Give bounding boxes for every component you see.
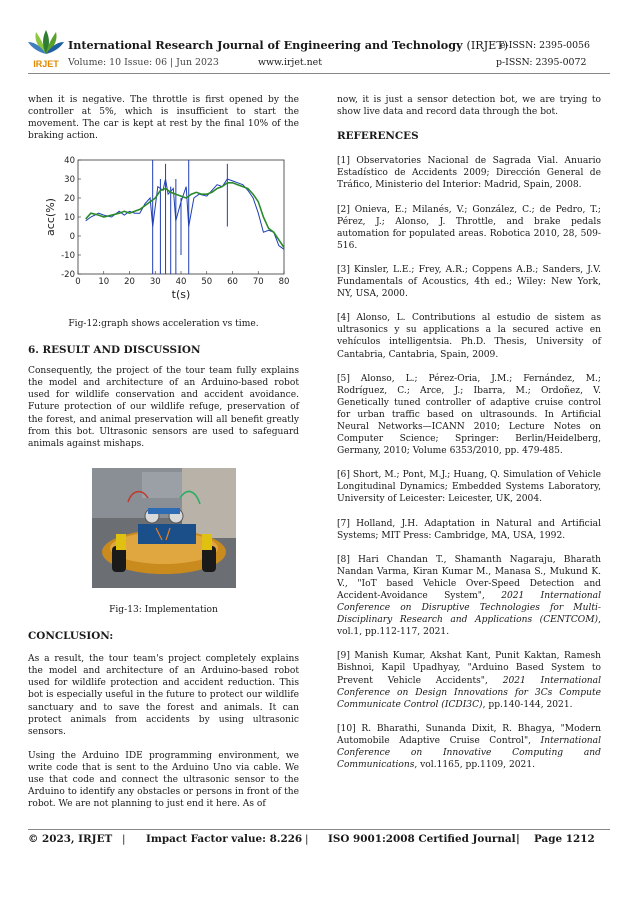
page-header <box>0 0 638 76</box>
reference-item <box>337 554 601 639</box>
continuation-paragraph: now, it is just a sensor detection bot, we are trying to show live data and record data through the bot. <box>337 95 601 118</box>
acceleration-chart <box>44 154 290 306</box>
conclusion-paragraph-2: Using the Arduino IDE programming environment, we write code that is sent to the Arduino Uno via cable. We use that code and connect the ultrasonic sensor to the Arduino to identify any obstacles or persons in front of the robot. We are not planning to just end it here. As of <box>28 750 299 810</box>
reference-item <box>337 264 601 300</box>
fig12-caption: Fig-12:graph shows acceleration vs time. <box>68 319 259 329</box>
references-title: REFERENCES <box>337 130 419 143</box>
header-divider <box>28 73 610 74</box>
reference-tail: , vol.1165, pp.1109, 2021. <box>414 760 535 771</box>
logo-text: IRJET <box>33 59 59 69</box>
footer-iso: ISO 9001:2008 Certified Journal <box>328 833 516 845</box>
reference-text: [10] R. Bharathi, Sunanda Dixit, R. Bhagya, "Modern Automobile Adaptive Cruise Control", <box>337 723 601 746</box>
reference-item <box>337 312 601 360</box>
reference-text: [4] Alonso, L. Contributions al estudio de sistem as ultrasonics y su applications a la secured active en vehículos intelligentsia. Ph.D. Thesis, University of Cantabria, Cantabria, Spain, 2009. <box>337 313 601 360</box>
footer-impact-factor: Impact Factor value: 8.226 <box>146 833 303 845</box>
y-tick-label: 40 <box>64 156 75 166</box>
reference-item <box>337 723 601 771</box>
reference-text: [7] Holland, J.H. Adaptation in Natural and Artificial Systems; MIT Press: Cambridge, MA, USA, 1992. <box>337 518 601 541</box>
reference-item <box>337 373 601 458</box>
x-tick-label: 30 <box>149 277 161 287</box>
y-tick-label: 0 <box>69 232 75 242</box>
y-axis-label: acc(%) <box>44 198 57 236</box>
reference-venue: 2021 International Conference on Design Innovations for 3Cs Compute Communicate Control (ICDI3C) <box>337 675 601 710</box>
reference-text: [3] Kinsler, L.E.; Frey, A.R.; Coppens A.B.; Sanders, J.V. Fundamentals of Acoustics, 4th ed.; Wiley: New York, NY, USA, 2000. <box>337 264 601 300</box>
volume-line: Volume: 10 Issue: 06 | Jun 2023 <box>68 57 219 68</box>
reference-item <box>337 518 601 542</box>
x-tick-label: 0 <box>75 277 81 287</box>
y-tick-label: 20 <box>64 194 75 204</box>
reference-text: [8] Hari Chandan T., Shamanth Nagaraju, Bharath Nandan Varma, Kiran Kumar M., Manasa S., Mukund K. V., "IoT based Vehicle Over-Speed Detection and Accident-Avoidance System", <box>337 554 601 601</box>
x-tick-label: 60 <box>227 277 238 287</box>
reference-venue: International Conference on Innovative Computing and Communications <box>337 735 601 771</box>
journal-title <box>68 38 508 52</box>
x-tick-label: 40 <box>175 277 187 287</box>
right-column <box>337 94 601 771</box>
references-list <box>337 155 601 771</box>
journal-abbr: (IRJET) <box>466 39 509 52</box>
intro-paragraph: when it is negative. The throttle is first opened by the controller at 5%, which is insufficient to start the movement. The car is kept at rest by the final 10% of the braking action. <box>28 95 299 142</box>
conclusion-paragraph-1: As a result, the tour team's project completely explains the model and architecture of an Arduino-based robot used for wildlife protection and accident reduction. This bot is especially useful in the future to protect our wildlife sanctuary and to save the forest and animals. It can protect animals from accidents by using ultrasonic sensors. <box>28 654 299 737</box>
conclusion-title: CONCLUSION: <box>28 630 114 643</box>
y-tick-label: 10 <box>64 213 75 223</box>
irjet-logo <box>28 30 64 70</box>
reference-item <box>337 155 601 191</box>
footer-separator: | <box>122 833 126 845</box>
website-link[interactable]: www.irjet.net <box>258 57 322 68</box>
y-tick-label: -10 <box>61 251 75 261</box>
journal-name: International Research Journal of Engineering and Technology <box>68 38 463 52</box>
reference-item <box>337 650 601 710</box>
x-tick-label: 20 <box>124 277 135 287</box>
reference-item <box>337 469 601 505</box>
p-issn: p-ISSN: 2395-0072 <box>496 57 587 68</box>
x-tick-label: 10 <box>98 277 110 287</box>
footer-separator: | <box>305 833 309 845</box>
footer-divider <box>28 829 610 830</box>
implementation-photo <box>92 468 236 588</box>
left-column <box>28 94 299 142</box>
fig13-caption: Fig-13: Implementation <box>109 605 218 615</box>
reference-text: [6] Short, M.; Pont, M.J.; Huang, Q. Simulation of Vehicle Longitudinal Dynamics; Embedded Systems Laboratory, University of Leicester: Leicester, UK, 2004. <box>337 470 601 505</box>
reference-text: [2] Onieva, E.; Milanés, V.; González, C.; de Pedro, T.; Pérez, J.; Alonso, J. Throttle, and brake pedals automation for populated areas. Robotica 2010, 28, 509-516. <box>337 204 601 251</box>
reference-text: [1] Observatories Nacional de Sagrada Vial. Anuario Estadístico de Accidents 2009; Dirección General de Tráfico, Ministerio del Interior: Madrid, Spain, 2008. <box>337 156 601 191</box>
reference-text: [9] Manish Kumar, Akshat Kant, Punit Kaktan, Ramesh Bishnoi, Kapil Upadhyay, "Arduino Based System to Prevent Vehicle Accidents", <box>337 651 601 686</box>
x-tick-label: 50 <box>201 277 213 287</box>
x-axis-label: t(s) <box>171 288 191 301</box>
x-tick-label: 80 <box>278 277 290 287</box>
conclusion-block <box>28 604 299 810</box>
reference-tail: , vol.1, pp.112-117, 2021. <box>337 615 601 638</box>
section6-title: 6. RESULT AND DISCUSSION <box>28 344 201 357</box>
y-tick-label: 30 <box>64 175 75 185</box>
reference-item <box>337 204 601 252</box>
reference-text: [5] Alonso, L.; Pérez-Oria, J.M.; Fernández, M.; Rodríguez, C.; Arce, J.; Ibarra, M.; Ordoñez, V. Genetically tuned controller of adaptive cruise control for urban traffic based on ultrasounds. In Artificial Neural Networks—ICANN 2010; Lecture Notes on Computer Science; Springer: Berlin/Heidelberg, Germany, 2010; Volume 6353/2010, pp. 479-485. <box>337 373 601 457</box>
reference-tail: , pp.140-144, 2021. <box>482 699 573 710</box>
footer-page-number: Page 1212 <box>534 833 595 845</box>
fig12-block <box>28 318 299 450</box>
section6-body: Consequently, the project of the tour team fully explains the model and architecture of an Arduino-based robot used for wildlife conservation and accident avoidance. Future protection of our wildlife refuge, preservation of the forest, and animal preservation will all benefit greatly from this bot. Ultrasonic sensors are used to safeguard animals against mishaps. <box>28 366 299 449</box>
e-issn: e-ISSN: 2395-0056 <box>500 40 590 51</box>
reference-venue: 2021 International Conference on Disruptive Technologies for Multi-Disciplinary Research and Applications (CENTCOM) <box>337 591 601 626</box>
x-tick-label: 70 <box>252 277 264 287</box>
y-tick-label: -20 <box>61 270 75 280</box>
footer-separator: | <box>516 833 520 845</box>
footer-copyright: © 2023, IRJET <box>28 833 113 845</box>
